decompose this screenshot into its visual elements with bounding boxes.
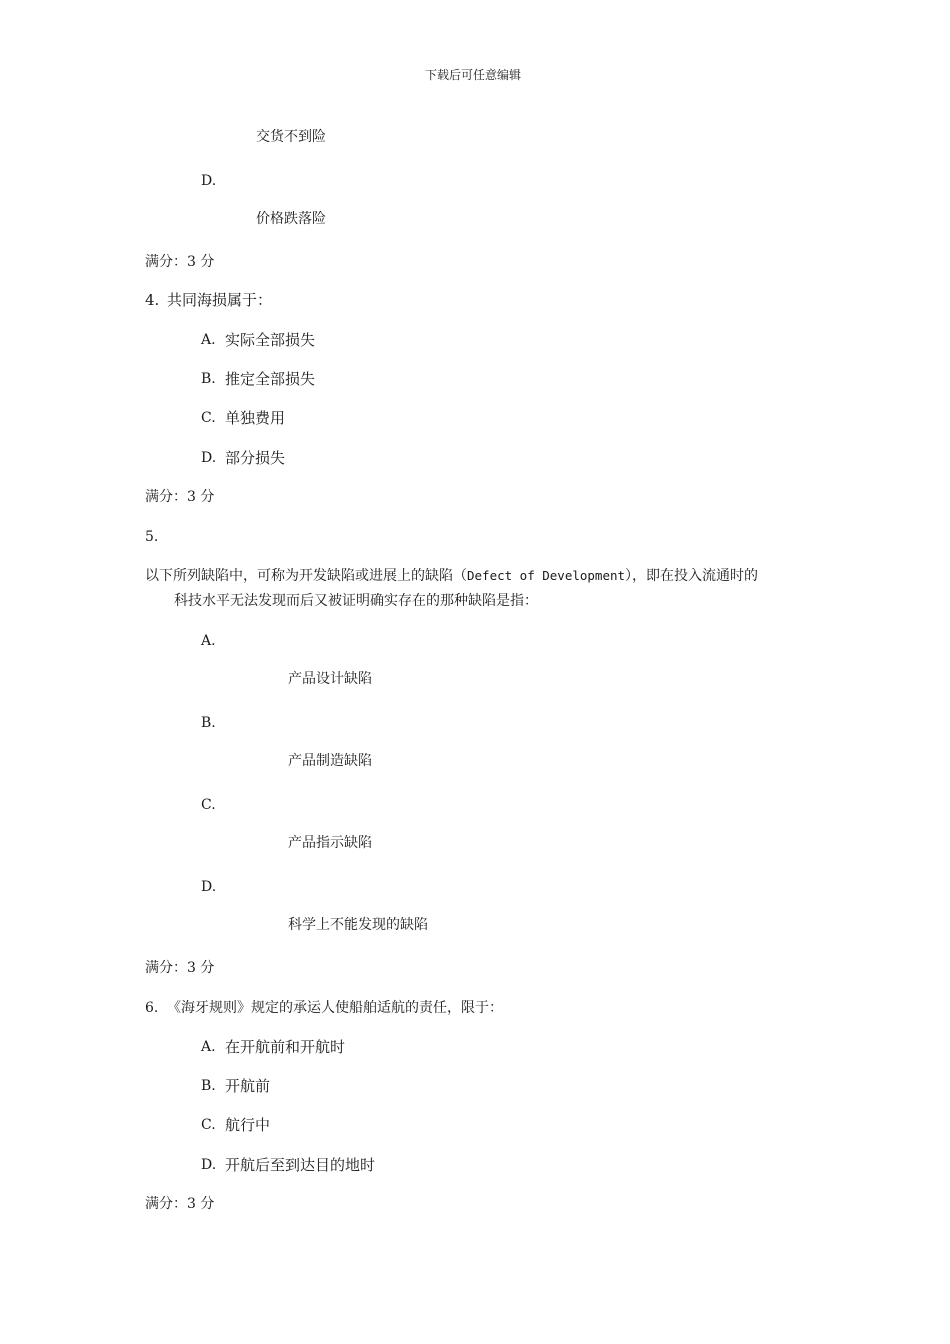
q4-option-c-letter: C. [201,410,216,426]
q6-question: 《海牙规则》规定的承运人使船舶适航的责任，限于： [167,1000,503,1016]
q3-option-d-text: 价格跌落险 [256,211,326,227]
q5-question-english: Defect of Development [467,568,626,583]
q6-option-b-text: 开航前 [225,1077,271,1095]
q6-option-a-text: 在开航前和开航时 [225,1038,346,1056]
q6-option-b-letter: B. [201,1078,216,1094]
q3-option-c-text: 交货不到险 [256,129,326,145]
q3-option-d-letter: D. [201,173,217,189]
q4-question: 共同海损属于： [167,291,273,309]
q5-option-d-text: 科学上不能发现的缺陷 [288,917,428,933]
q4-option-b-letter: B. [201,371,216,387]
q5-option-b-letter: B. [201,715,216,731]
q5-question-part1: 以下所列缺陷中，可称为开发缺陷或进展上的缺陷（ [145,568,467,584]
q3-score: 满分：3 分 [145,254,215,270]
q6-option-a-letter: A. [201,1039,216,1055]
q5-question-part2: ），即在投入流通时的 [625,568,759,584]
q6-number: 6. [145,1000,159,1016]
q4-score: 满分：3 分 [145,489,215,505]
q5-option-d-letter: D. [201,879,217,895]
q4-option-c-text: 单独费用 [225,409,286,427]
q4-option-b-text: 推定全部损失 [225,370,316,388]
q5-option-b-text: 产品制造缺陷 [288,753,372,769]
q5-question-line2: 科技水平无法发现而后又被证明确实存在的那种缺陷是指： [174,593,538,609]
q4-number: 4. [145,291,160,309]
q4-option-d-letter: D. [201,450,217,466]
q4-option-d-text: 部分损失 [225,449,286,467]
q5-option-c-letter: C. [201,797,216,813]
q6-option-c-text: 航行中 [225,1116,271,1134]
q6-score: 满分：3 分 [145,1196,215,1212]
q6-option-d-letter: D. [201,1157,217,1173]
q4-option-a-letter: A. [201,332,216,348]
q5-option-c-text: 产品指示缺陷 [288,835,372,851]
q5-number: 5. [145,529,159,545]
q5-question-line1 [145,567,758,585]
page-header: 下载后可任意编辑 [425,68,522,82]
q6-option-c-letter: C. [201,1117,216,1133]
q4-option-a-text: 实际全部损失 [225,331,316,349]
q5-option-a-text: 产品设计缺陷 [288,671,372,687]
q5-option-a-letter: A. [201,633,216,649]
q5-score: 满分：3 分 [145,960,215,976]
q6-option-d-text: 开航后至到达目的地时 [225,1156,376,1174]
